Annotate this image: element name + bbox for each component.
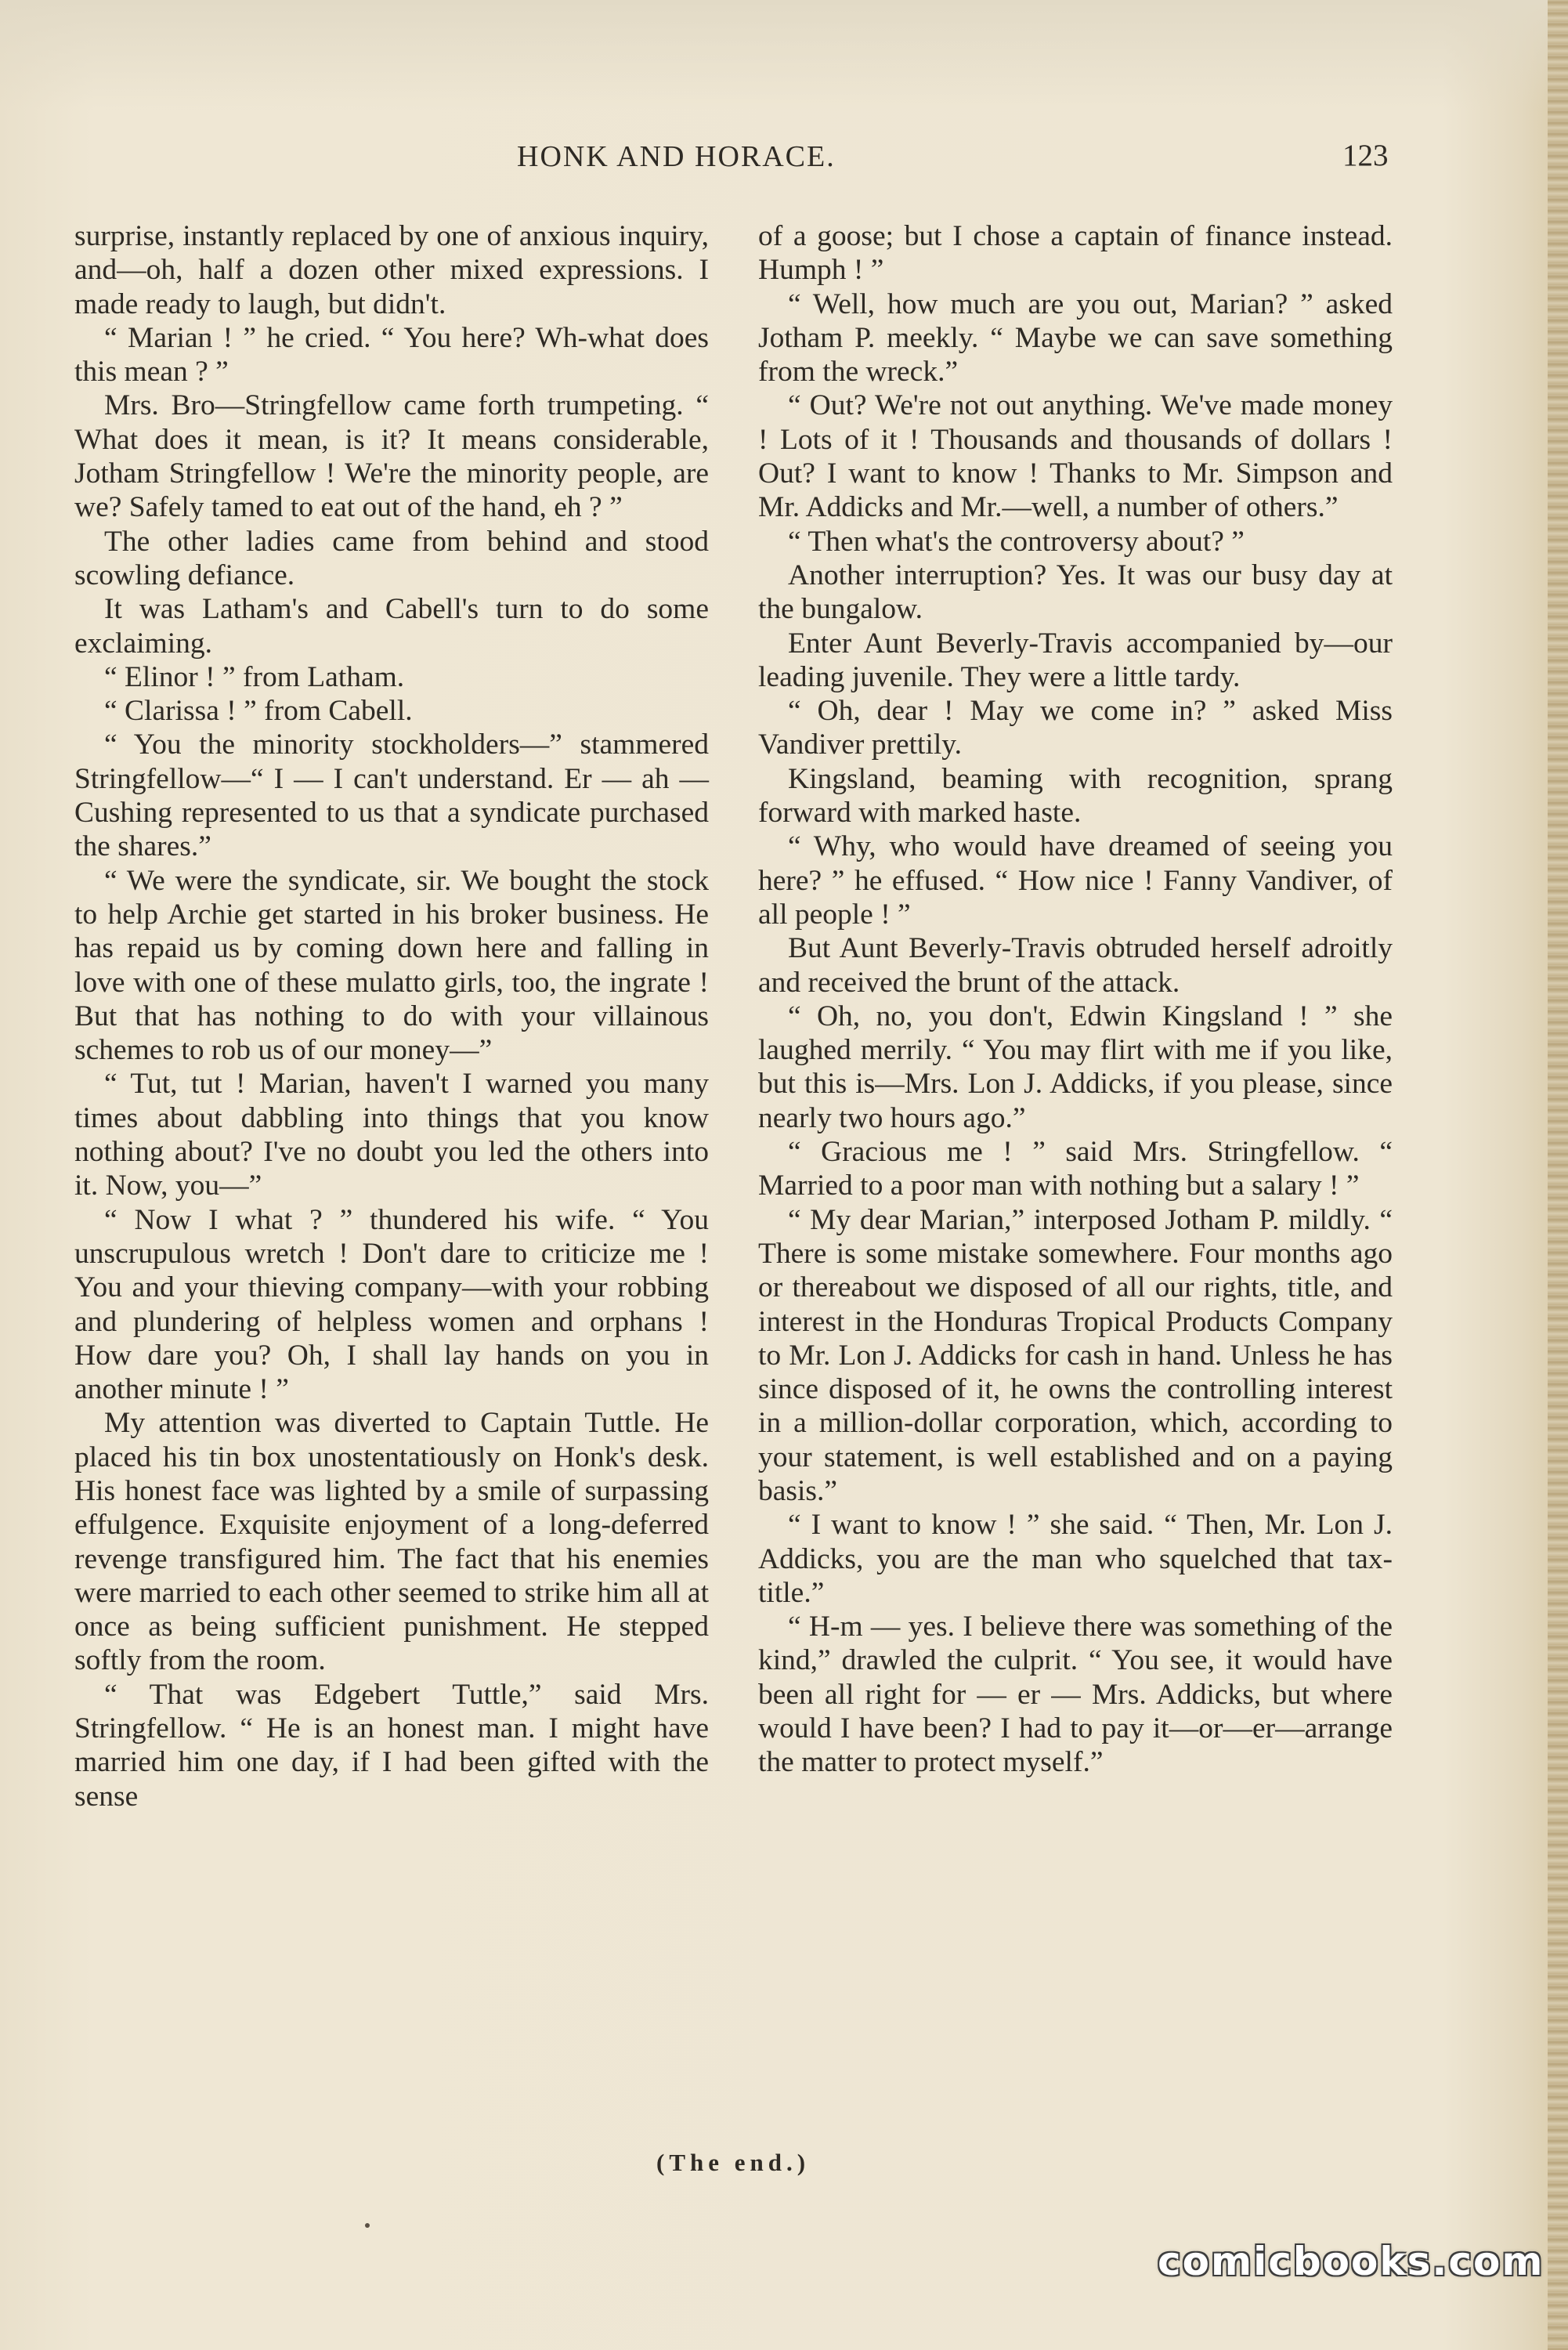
paragraph: surprise, instantly replaced by one of anxious inquiry, and—oh, half a dozen other mixed expressions. I made ready to laugh, but didn't. [74,220,709,320]
paragraph: “ Why, who would have dreamed of seeing you here? ” he effused. “ How nice ! Fanny Vandiver, of all people ! ” [758,830,1393,931]
paragraph: My attention was diverted to Captain Tuttle. He placed his tin box unostentatiously on Honk's desk. His honest face was lighted by a smile of surpassing effulgence. Exquisite enjoyment of a long-deferred revenge transfigured him. The fact that his enemies were married to each other seemed to strike him all at once as being sufficient punishment. He stepped softly from the room. [74,1407,709,1677]
paragraph: “ Then what's the controversy about? ” [788,525,1245,558]
paragraph: “ Out? We're not out anything. We've made money ! Lots of it ! Thousands and thousands of dollars ! Out? I want to know ! Thanks to Mr. Simpson and Mr. Addicks and Mr.—well, a number of others.” [758,389,1393,524]
paragraph: Mrs. Bro—Stringfellow came forth trumpeting. “ What does it mean, is it? It means considerable, Jotham Stringfellow ! We're the minority people, are we? Safely tamed to eat out of the hand, eh ? ” [74,389,709,524]
paragraph: “ Oh, no, you don't, Edwin Kingsland ! ” she laughed merrily. “ You may flirt with me if you like, but this is—Mrs. Lon J. Addicks, if you please, since nearly two hours ago.” [758,1000,1393,1134]
paragraph: “ Gracious me ! ” said Mrs. Stringfellow. “ Married to a poor man with nothing but a salary ! ” [758,1136,1393,1202]
paragraph: “ H-m — yes. I believe there was something of the kind,” drawled the culprit. “ You see, it would have been all right for — er — Mrs. Addicks, but where would I have been? I had to pay it—or—er—arrange the matter to protect myself.” [758,1611,1393,1779]
running-head [0,139,1568,186]
paragraph: It was Latham's and Cabell's turn to do some exclaiming. [74,593,709,660]
end-mark-text: (The end.) [656,2149,811,2176]
paragraph: “ My dear Marian,” interposed Jotham P. mildly. “ There is some mistake somewhere. Four months ago or thereabout we disposed of all our rights, title, and interest in the Honduras Tropical Products Company to Mr. Lon J. Addicks for cash in hand. Unless he has since disposed of it, he owns the controlling interest in a million-dollar corporation, which, according to your statement, is well established and on a paying basis.” [758,1203,1393,1507]
paragraph: “ That was Edgebert Tuttle,” said Mrs. Stringfellow. “ He is an honest man. I might have married him one day, if I had been gifted with the sense [74,1678,709,1813]
page-number: 123 [1342,139,1389,172]
paragraph: Another interruption? Yes. It was our busy day at the bungalow. [758,559,1393,626]
text-column-right [758,219,1393,1780]
paragraph: “ I want to know ! ” she said. “ Then, Mr. Lon J. Addicks, you are the man who squelched that tax-title.” [758,1509,1393,1609]
page-top-shadow [0,0,1568,110]
paragraph: Kingsland, beaming with recognition, sprang forward with marked haste. [758,762,1393,830]
page-right-edge [1548,0,1568,2350]
running-head-title: HONK AND HORACE. [517,140,836,173]
paragraph: “ Clarissa ! ” from Cabell. [104,695,413,728]
paragraph: “ Well, how much are you out, Marian? ” asked Jotham P. meekly. “ Maybe we can save something from the wreck.” [758,287,1393,389]
paragraph: “ Now I what ? ” thundered his wife. “ You unscrupulous wretch ! Don't dare to criticize me ! You and your thieving company—with your robbing and plundering of helpless women and orphans ! How dare you? Oh, I shall lay hands on you in another minute ! ” [74,1203,709,1406]
ink-speck [365,2223,370,2228]
paragraph: The other ladies came from behind and stood scowling defiance. [74,525,709,591]
paragraph: “ Oh, dear ! May we come in? ” asked Miss Vandiver prettily. [758,695,1393,761]
paragraph: Enter Aunt Beverly-Travis accompanied by—our leading juvenile. They were a little tardy. [758,627,1393,693]
paragraph: “ Elinor ! ” from Latham. [104,660,405,693]
watermark-logo: comicbooks.com [1158,2239,1545,2284]
paragraph: But Aunt Beverly-Travis obtruded herself adroitly and received the brunt of the attack. [758,932,1393,999]
paragraph: “ You the minority stockholders—” stammered Stringfellow—“ I — I can't understand. Er — ah — Cushing represented to us that a syndicate purchased the shares.” [74,728,709,863]
text-column-left [74,219,709,1813]
paragraph: “ Tut, tut ! Marian, haven't I warned you many times about dabbling into things that you know nothing about? I've no doubt you led the others into it. Now, you—” [74,1068,709,1202]
paragraph: of a goose; but I chose a captain of finance instead. Humph ! ” [758,220,1393,287]
paragraph: “ We were the syndicate, sir. We bought the stock to help Archie get started in his broker business. He has repaid us by coming down here and falling in love with one of these mulatto girls, too, the ingrate ! But that has nothing to do with your villainous schemes to rob us of our money—” [74,864,709,1067]
paragraph: “ Marian ! ” he cried. “ You here? Wh-what does this mean ? ” [74,321,709,389]
